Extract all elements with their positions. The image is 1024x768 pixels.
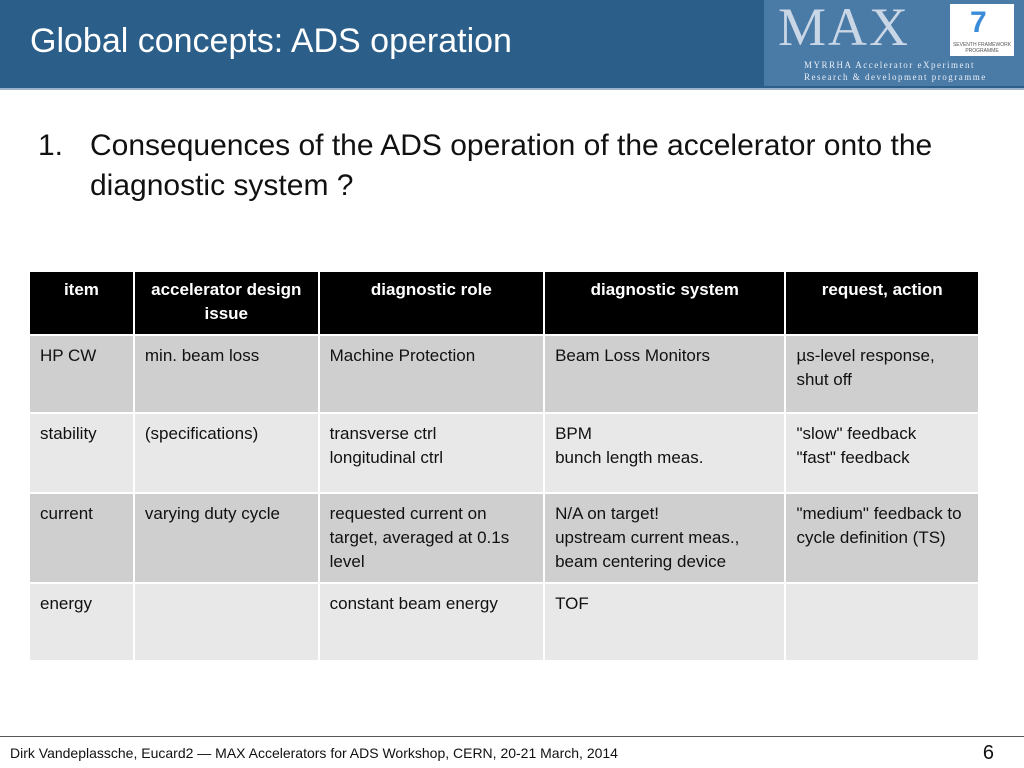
table-cell: energy — [29, 583, 134, 661]
table-cell: (specifications) — [134, 413, 319, 493]
table-cell: "slow" feedback "fast" feedback — [785, 413, 979, 493]
fp7-mark-icon: 7 — [970, 6, 987, 39]
table-cell: "medium" feedback to cycle definition (TS) — [785, 493, 979, 583]
logo-subtitle-line1: MYRRHA Accelerator eXperiment — [804, 60, 975, 70]
table-row — [29, 583, 979, 661]
table-cell: µs-level response, shut off — [785, 335, 979, 413]
table-row — [29, 335, 979, 413]
table-cell: transverse ctrl longitudinal ctrl — [319, 413, 544, 493]
table-cell: constant beam energy — [319, 583, 544, 661]
header-divider — [0, 88, 1024, 90]
slide-header — [0, 0, 1024, 88]
header-diagnostic-system: diagnostic system — [544, 271, 785, 335]
table-cell: Beam Loss Monitors — [544, 335, 785, 413]
table-cell: TOF — [544, 583, 785, 661]
header-diagnostic-role: diagnostic role — [319, 271, 544, 335]
header-accelerator-design-issue: accelerator design issue — [134, 271, 319, 335]
table-cell: varying duty cycle — [134, 493, 319, 583]
slide-title: Global concepts: ADS operation — [30, 22, 512, 60]
table-cell: min. beam loss — [134, 335, 319, 413]
bullet-text: Consequences of the ADS operation of the accelerator onto the diagnostic system ? — [90, 129, 933, 202]
table-cell: N/A on target! upstream current meas., beam centering device — [544, 493, 785, 583]
fp7-logo — [950, 4, 1014, 56]
table-row — [29, 493, 979, 583]
table-cell: HP CW — [29, 335, 134, 413]
header-request-action: request, action — [785, 271, 979, 335]
bullet-number: 1. — [38, 129, 64, 162]
table-header-row — [29, 271, 979, 335]
table-cell: current — [29, 493, 134, 583]
fp7-logo-text: SEVENTH FRAMEWORK PROGRAMME — [952, 42, 1012, 54]
footer-divider — [0, 736, 1024, 737]
max-logo-panel — [764, 0, 1024, 86]
header-item: item — [29, 271, 134, 335]
table-row — [29, 413, 979, 493]
page-number: 6 — [982, 742, 994, 764]
footer-text: Dirk Vandeplassche, Eucard2 — MAX Accelerators for ADS Workshop, CERN, 20-21 March, 2014 — [10, 745, 618, 761]
table-cell: Machine Protection — [319, 335, 544, 413]
logo-subtitle-line2: Research & development programme — [804, 72, 987, 82]
max-logo: MAX — [778, 0, 911, 57]
table-cell: stability — [29, 413, 134, 493]
table-cell: BPM bunch length meas. — [544, 413, 785, 493]
table-cell — [134, 583, 319, 661]
table-cell: requested current on target, averaged at 0.1s level — [319, 493, 544, 583]
table-cell — [785, 583, 979, 661]
diagnostic-table — [28, 270, 980, 662]
